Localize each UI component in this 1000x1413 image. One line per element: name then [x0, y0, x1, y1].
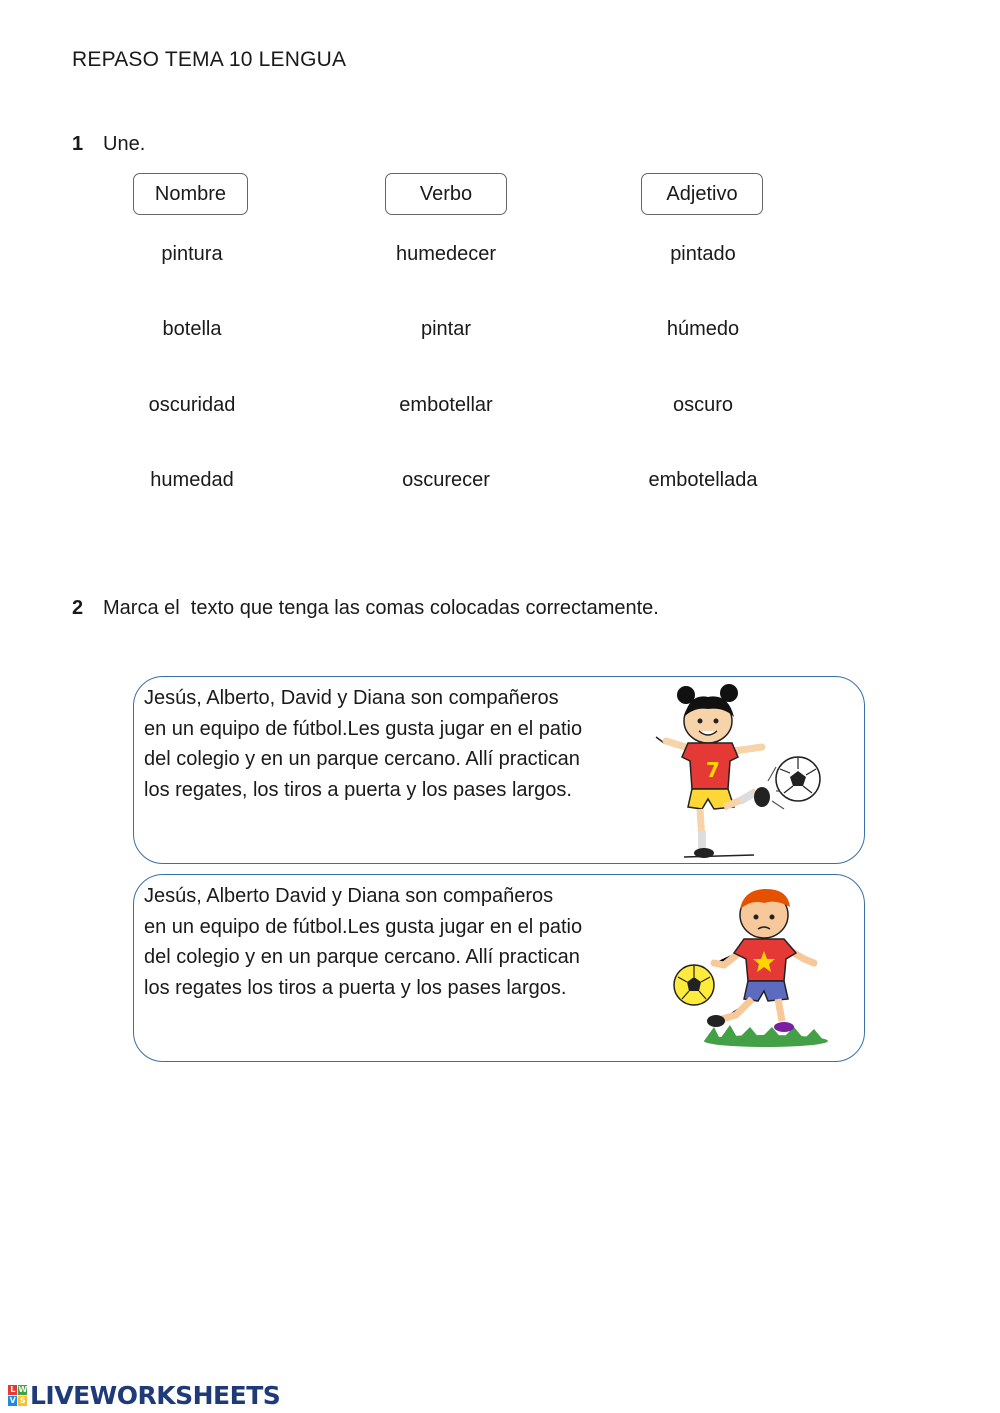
option-2-line: en un equipo de fútbol.Les gusta jugar en el patio [144, 915, 583, 938]
option-2-text [144, 881, 664, 1003]
word-nombre-3[interactable]: oscuridad [148, 394, 236, 416]
word-adjetivo-3[interactable]: oscuro [672, 394, 734, 416]
header-verbo: Verbo [385, 173, 507, 215]
word-adjetivo-2[interactable]: húmedo [666, 318, 740, 340]
page-title: REPASO TEMA 10 LENGUA [72, 48, 347, 71]
option-1-line: del colegio y en un parque cercano. Allí practican [144, 748, 580, 770]
word-verbo-3[interactable]: embotellar [399, 394, 493, 416]
shirt-number: 7 [706, 758, 720, 782]
word-nombre-2[interactable]: botella [162, 318, 222, 340]
header-nombre: Nombre [133, 173, 248, 215]
boy-kicking-ball-illustration [664, 881, 844, 1051]
logo-mark-icon [8, 1385, 27, 1406]
option-1-line: los regates, los tiros a puerta y los pases largos. [144, 778, 572, 801]
option-1-line: Jesús, Alberto, David y Diana son compañeros [144, 687, 559, 709]
header-adjetivo: Adjetivo [641, 173, 763, 215]
question-2-number: 2 [72, 597, 84, 619]
girl-kicking-ball-illustration [644, 681, 824, 861]
option-2-line: Jesús, Alberto David y Diana son compañeros [144, 885, 554, 907]
logo-text: LIVEWORKSHEETS [30, 1381, 281, 1410]
liveworksheets-logo [8, 1381, 280, 1410]
option-1-box[interactable] [133, 676, 865, 864]
logo-mark-cell: V [9, 1396, 16, 1405]
word-nombre-1[interactable]: pintura [161, 243, 223, 265]
word-nombre-4[interactable]: humedad [150, 469, 234, 491]
option-1-text [144, 683, 664, 805]
word-adjetivo-1[interactable]: pintado [670, 243, 736, 265]
word-verbo-4[interactable]: oscurecer [402, 469, 490, 491]
option-2-line: del colegio y en un parque cercano. Allí practican [144, 946, 580, 968]
logo-mark-cell: L [8, 1385, 17, 1395]
question-1-text: Une. [103, 133, 146, 155]
logo-mark-cell: S [19, 1396, 26, 1405]
word-adjetivo-4[interactable]: embotellada [648, 469, 758, 491]
option-2-box[interactable] [133, 874, 865, 1062]
option-1-line: en un equipo de fútbol.Les gusta jugar en el patio [144, 717, 583, 740]
word-verbo-2[interactable]: pintar [420, 318, 472, 340]
option-2-line: los regates los tiros a puerta y los pases largos. [144, 976, 567, 999]
question-1-number: 1 [72, 133, 84, 155]
word-verbo-1[interactable]: humedecer [395, 243, 497, 265]
logo-mark-cell: W [18, 1385, 27, 1394]
question-2-text: Marca el texto que tenga las comas colocadas correctamente. [103, 597, 659, 619]
